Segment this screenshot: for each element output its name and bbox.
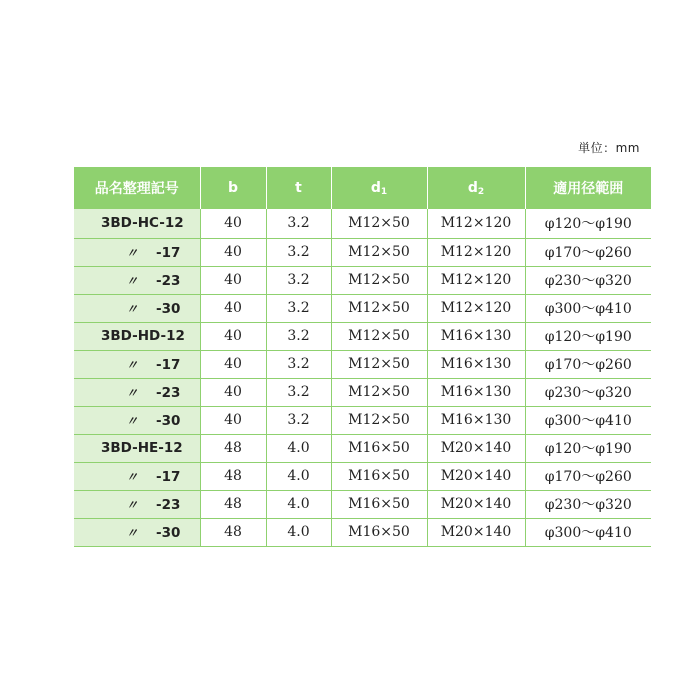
header-name: 品名整理記号 bbox=[74, 167, 200, 209]
table-row bbox=[74, 350, 651, 378]
cell-range: φ120～φ190 bbox=[525, 322, 651, 350]
cell-t: 3.2 bbox=[266, 209, 331, 238]
cell-b: 48 bbox=[200, 462, 266, 490]
header-d1 bbox=[331, 167, 427, 209]
product-code-cell bbox=[74, 294, 200, 322]
header-d2-sub: 2 bbox=[477, 186, 485, 197]
cell-t: 4.0 bbox=[266, 462, 331, 490]
ditto-mark: 〃 bbox=[126, 245, 139, 260]
product-code-suffix: -23 bbox=[156, 272, 181, 289]
cell-b: 40 bbox=[200, 322, 266, 350]
product-code-suffix: -23 bbox=[156, 496, 181, 513]
product-code-cell bbox=[74, 518, 200, 546]
table-row bbox=[74, 322, 651, 350]
table-row bbox=[74, 406, 651, 434]
cell-d1: M12×50 bbox=[331, 350, 427, 378]
product-code-cell bbox=[74, 378, 200, 406]
cell-b: 40 bbox=[200, 294, 266, 322]
header-d1-sub: 1 bbox=[380, 186, 388, 197]
cell-b: 48 bbox=[200, 434, 266, 462]
product-code-suffix: -17 bbox=[156, 468, 181, 485]
cell-b: 48 bbox=[200, 518, 266, 546]
cell-d1: M12×50 bbox=[331, 322, 427, 350]
table-row bbox=[74, 490, 651, 518]
cell-d2: M16×130 bbox=[427, 350, 525, 378]
table-row bbox=[74, 518, 651, 546]
cell-d2: M16×130 bbox=[427, 378, 525, 406]
unit-label: 単位：mm bbox=[578, 141, 640, 155]
cell-d2: M20×140 bbox=[427, 518, 525, 546]
product-code: 3BD-HD-12 bbox=[101, 328, 185, 344]
cell-t: 3.2 bbox=[266, 322, 331, 350]
product-code-suffix: -30 bbox=[156, 412, 181, 429]
cell-d2: M16×130 bbox=[427, 406, 525, 434]
cell-b: 40 bbox=[200, 406, 266, 434]
cell-d2: M20×140 bbox=[427, 490, 525, 518]
product-code-cell bbox=[74, 490, 200, 518]
ditto-mark: 〃 bbox=[126, 497, 139, 512]
ditto-mark: 〃 bbox=[126, 301, 139, 316]
cell-t: 4.0 bbox=[266, 518, 331, 546]
header-t: t bbox=[266, 167, 331, 209]
product-code-cell bbox=[74, 238, 200, 266]
cell-d1: M12×50 bbox=[331, 294, 427, 322]
cell-b: 40 bbox=[200, 266, 266, 294]
cell-d1: M12×50 bbox=[331, 238, 427, 266]
table-row bbox=[74, 238, 651, 266]
cell-range: φ230～φ320 bbox=[525, 490, 651, 518]
cell-b: 40 bbox=[200, 378, 266, 406]
header-range: 適用径範囲 bbox=[525, 167, 651, 209]
cell-d1: M16×50 bbox=[331, 462, 427, 490]
header-row bbox=[74, 167, 651, 209]
cell-b: 40 bbox=[200, 350, 266, 378]
ditto-mark: 〃 bbox=[126, 525, 139, 540]
cell-range: φ230～φ320 bbox=[525, 266, 651, 294]
cell-d2: M12×120 bbox=[427, 238, 525, 266]
cell-d2: M20×140 bbox=[427, 462, 525, 490]
cell-d1: M12×50 bbox=[331, 209, 427, 238]
product-code-cell bbox=[74, 406, 200, 434]
product-code-cell bbox=[74, 322, 200, 350]
table-row bbox=[74, 434, 651, 462]
cell-t: 3.2 bbox=[266, 294, 331, 322]
cell-d2: M20×140 bbox=[427, 434, 525, 462]
ditto-mark: 〃 bbox=[126, 469, 139, 484]
cell-t: 4.0 bbox=[266, 490, 331, 518]
cell-d1: M16×50 bbox=[331, 434, 427, 462]
cell-t: 4.0 bbox=[266, 434, 331, 462]
ditto-mark: 〃 bbox=[126, 413, 139, 428]
cell-range: φ120～φ190 bbox=[525, 209, 651, 238]
ditto-mark: 〃 bbox=[126, 385, 139, 400]
product-code-suffix: -23 bbox=[156, 384, 181, 401]
cell-b: 48 bbox=[200, 490, 266, 518]
cell-d1: M16×50 bbox=[331, 518, 427, 546]
cell-range: φ170～φ260 bbox=[525, 462, 651, 490]
product-code-cell bbox=[74, 350, 200, 378]
cell-range: φ120～φ190 bbox=[525, 434, 651, 462]
cell-range: φ170～φ260 bbox=[525, 350, 651, 378]
product-code-suffix: -17 bbox=[156, 356, 181, 373]
table-row bbox=[74, 209, 651, 238]
product-code-suffix: -30 bbox=[156, 524, 181, 541]
header-b: b bbox=[200, 167, 266, 209]
cell-t: 3.2 bbox=[266, 378, 331, 406]
cell-range: φ300～φ410 bbox=[525, 406, 651, 434]
cell-t: 3.2 bbox=[266, 238, 331, 266]
cell-d1: M16×50 bbox=[331, 490, 427, 518]
cell-b: 40 bbox=[200, 209, 266, 238]
product-code-cell bbox=[74, 209, 200, 238]
table-row bbox=[74, 462, 651, 490]
cell-t: 3.2 bbox=[266, 350, 331, 378]
product-code-cell bbox=[74, 434, 200, 462]
cell-b: 40 bbox=[200, 238, 266, 266]
cell-d1: M12×50 bbox=[331, 378, 427, 406]
spec-table bbox=[74, 167, 651, 547]
cell-range: φ230～φ320 bbox=[525, 378, 651, 406]
cell-d1: M12×50 bbox=[331, 406, 427, 434]
product-code: 3BD-HC-12 bbox=[101, 215, 184, 232]
cell-d2: M12×120 bbox=[427, 209, 525, 238]
product-code-suffix: -30 bbox=[156, 300, 181, 317]
header-d2 bbox=[427, 167, 525, 209]
cell-range: φ300～φ410 bbox=[525, 518, 651, 546]
product-code: 3BD-HE-12 bbox=[101, 440, 183, 456]
product-code-suffix: -17 bbox=[156, 244, 181, 261]
product-code-cell bbox=[74, 266, 200, 294]
ditto-mark: 〃 bbox=[126, 357, 139, 372]
cell-t: 3.2 bbox=[266, 406, 331, 434]
table-row bbox=[74, 294, 651, 322]
cell-range: φ300～φ410 bbox=[525, 294, 651, 322]
cell-t: 3.2 bbox=[266, 266, 331, 294]
header-d2-base: d bbox=[467, 179, 478, 196]
cell-d2: M12×120 bbox=[427, 266, 525, 294]
product-code-cell bbox=[74, 462, 200, 490]
cell-range: φ170～φ260 bbox=[525, 238, 651, 266]
table-row bbox=[74, 378, 651, 406]
cell-d1: M12×50 bbox=[331, 266, 427, 294]
cell-d2: M16×130 bbox=[427, 322, 525, 350]
ditto-mark: 〃 bbox=[126, 273, 139, 288]
table-row bbox=[74, 266, 651, 294]
header-d1-base: d bbox=[370, 179, 381, 196]
cell-d2: M12×120 bbox=[427, 294, 525, 322]
